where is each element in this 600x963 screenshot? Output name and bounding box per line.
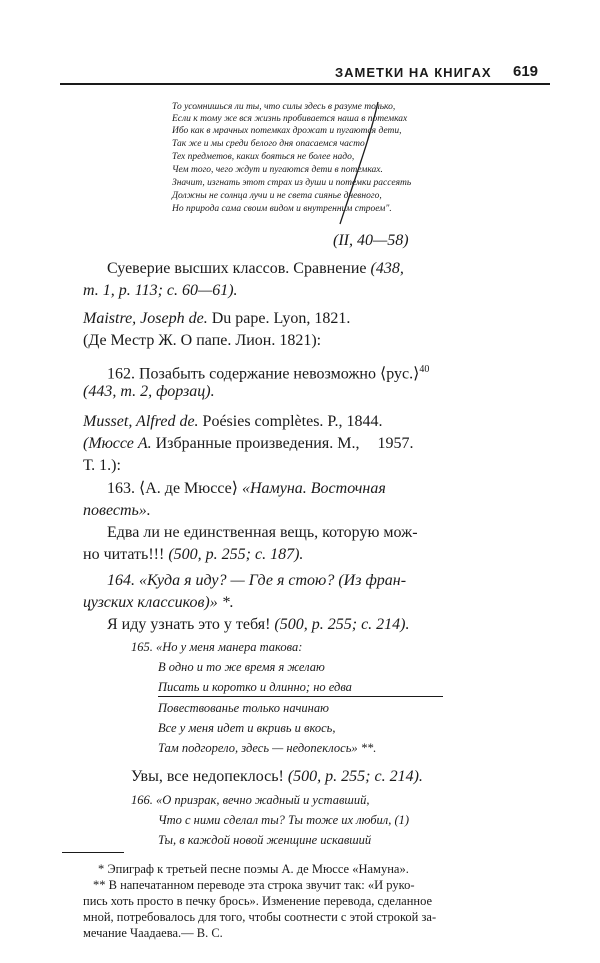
verse-line: Повествованье только начинаю (158, 701, 329, 715)
manuscript-line: Если к тому же вся жизнь пробивается наша в потемках (172, 114, 408, 124)
citation-ref: (II, 40—58) (333, 232, 409, 249)
entry-163: 163. ⟨А. де Мюссе⟩ «Намуна. Восточная (107, 480, 386, 497)
manuscript-line: Ибо как в мрачных потемках дрожат и пугаются дети, (172, 126, 402, 136)
verse-line: Там подгорело, здесь — недопеклось» **. (158, 741, 377, 755)
book-entry: Maistre, Joseph de. Du pape. Lyon, 1821. (83, 310, 351, 327)
entry-165-comment: Увы, все недопеклось! (500, р. 255; с. 214). (131, 768, 423, 785)
verse-line: В одно и то же время я желаю (158, 660, 325, 674)
verse-line: Все у меня идет и вкривь и вкось, (158, 721, 336, 735)
footnote-rule (62, 852, 124, 853)
footnote-2-line: мечание Чаадаева.— В. С. (83, 926, 223, 940)
manuscript-line: То усомнишься ли ты, что силы здесь в разуме только, (172, 102, 396, 112)
manuscript-line: Значит, изгнать этот страх из души и потемки рассеять (172, 178, 412, 188)
manuscript-line: Должны не солнца лучи и не света сиянье дневного, (172, 191, 382, 201)
verse-line: Писать и коротко и длинно; но едва (158, 680, 352, 694)
verse-line: Что с ними сделал ты? Ты тоже их любил, (1) (158, 813, 410, 827)
footnote-2: ** В напечатанном переводе эта строка звучит так: «И руко- (93, 878, 415, 892)
page-number: 619 (513, 63, 539, 80)
manuscript-line: Но природа сама своим видом и внутренним строем". (172, 204, 392, 214)
entry-163-text: Едва ли не единственная вещь, которую мож- (107, 524, 418, 541)
verse-underline (158, 696, 443, 697)
entry-163-text: но читать!!! (500, р. 255; с. 187). (83, 546, 304, 563)
manuscript-line: Чем того, чего ждут и пугаются дети в потемках. (172, 165, 383, 175)
header-rule (60, 83, 550, 85)
manuscript-line: Так же и мы среди белого дня опасаемся часто (172, 139, 365, 149)
entry-163-text: повесть». (83, 502, 151, 519)
entry-162: 162. Позабыть содержание невозможно ⟨рус.⟩$^{40}$ (107, 364, 430, 383)
footnote-2-line: пись хоть просто в печку брось». Изменение перевода, сделанное (83, 894, 433, 908)
pen-strike-mark (300, 98, 420, 228)
running-head: ЗАМЕТКИ НА КНИГАХ (335, 65, 492, 80)
book-translation: (Де Местр Ж. О папе. Лион. 1821): (83, 332, 322, 349)
section-text: Суеверие высших классов. Сравнение (438, (107, 260, 404, 277)
footnote-1: * Эпиграф к третьей песне поэмы А. де Мюссе «Намуна». (98, 862, 409, 876)
entry-164-text: цузских классиков)» *. (83, 594, 234, 611)
book-entry: Musset, Alfred de. Poésies complètes. P., 1844. (83, 413, 383, 430)
manuscript-line: Тех предметов, каких бояться не более надо, (172, 152, 355, 162)
verse-line: 166. «О призрак, вечно жадный и уставший, (131, 793, 370, 807)
entry-164: 164. «Куда я иду? — Где я стою? (Из фран- (107, 572, 407, 589)
entry-162-ref: (443, т. 2, форзац). (83, 383, 215, 400)
verse-line: 165. «Но у меня манера такова: (131, 640, 303, 654)
book-translation: (Мюссе А. Избранные произведения. М., 1957. (83, 435, 414, 452)
footnote-2-line: мной, потребовалось для того, чтобы соотнести с этой строкой за- (83, 910, 437, 924)
section-ref: т. 1, р. 113; с. 60—61). (83, 282, 238, 299)
book-translation-volume: Т. 1.): (83, 457, 121, 474)
entry-164-text: Я иду узнать это у тебя! (500, р. 255; с. 214). (107, 616, 410, 633)
verse-line: Ты, в каждой новой женщине искавший (158, 833, 372, 847)
